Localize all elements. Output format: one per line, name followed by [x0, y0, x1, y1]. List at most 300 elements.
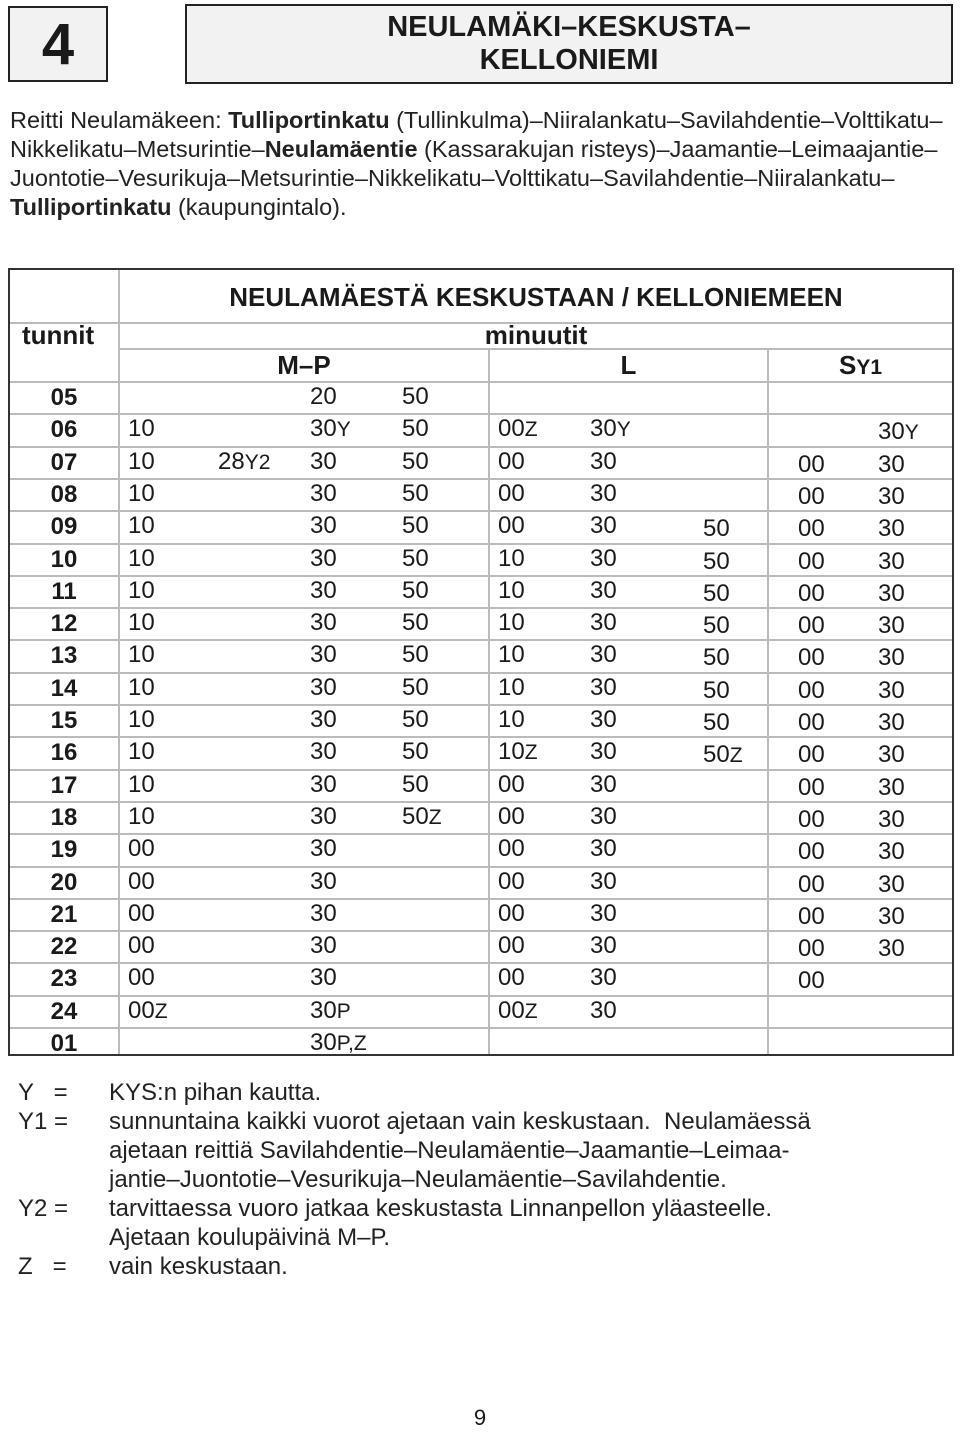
departure-minute: 30	[878, 741, 905, 769]
departure-minute: 00	[798, 773, 825, 801]
departure-note: P	[336, 999, 351, 1023]
departure-minute: 10	[498, 738, 525, 766]
departure-minute: 30	[590, 932, 617, 960]
departure-minute: 50	[402, 738, 429, 766]
departure-time	[128, 608, 155, 638]
departure-minute: 00	[128, 996, 155, 1024]
departure-minute: 50	[402, 544, 429, 572]
departure-time	[590, 770, 617, 800]
departure-time	[402, 447, 429, 477]
departure-minute: 30	[878, 676, 905, 704]
departure-time	[798, 773, 825, 803]
departure-minute: 30	[310, 479, 337, 507]
departure-time	[498, 931, 525, 961]
departure-minute: 00	[128, 932, 155, 960]
footnote-line: sunnuntaina kaikki vuorot ajetaan vain keskustaan. Neulamäessä	[109, 1108, 811, 1135]
departure-minute: 50	[703, 741, 730, 769]
departure-time	[498, 576, 525, 606]
departure-minute: 50	[402, 479, 429, 507]
departure-note: Y	[904, 421, 919, 445]
departure-time	[402, 576, 429, 606]
departure-minute: 00	[498, 835, 525, 863]
departure-minute: 30	[590, 415, 617, 443]
departure-time	[798, 482, 825, 512]
footnote-text	[109, 1252, 958, 1281]
departure-time	[498, 414, 538, 445]
departure-time	[310, 931, 337, 961]
departure-time	[310, 544, 337, 574]
departure-minute: 30	[878, 838, 905, 866]
departure-time	[798, 676, 825, 706]
departure-minute: 30	[878, 450, 905, 478]
departure-minute: 30	[590, 867, 617, 895]
departure-minute: 30	[878, 870, 905, 898]
departure-minute: 00	[798, 579, 825, 607]
departure-time	[498, 867, 525, 897]
departure-time	[878, 837, 905, 867]
departure-minute: 20	[310, 383, 337, 410]
footnote-line: vain keskustaan.	[109, 1253, 288, 1280]
departure-time	[310, 899, 337, 929]
footnote-text	[109, 1107, 958, 1194]
departure-minute: 30	[310, 415, 337, 443]
departure-minute: 50	[703, 709, 730, 736]
departure-minute: 30	[878, 515, 905, 543]
departure-minute: 10	[128, 576, 155, 604]
page-number: 9	[473, 1405, 487, 1430]
departure-time	[402, 382, 429, 412]
departure-time	[498, 963, 525, 993]
hour-cell: 24	[50, 997, 78, 1025]
departure-minute: 10	[128, 544, 155, 572]
departure-time	[402, 608, 429, 638]
departure-time	[878, 611, 905, 641]
departure-time	[590, 834, 617, 864]
departure-minute: 00	[128, 899, 155, 927]
departure-time	[590, 673, 617, 703]
footnote-line: jantie–Juontotie–Vesurikuja–Neulamäentie–Savilahdentie.	[109, 1166, 727, 1193]
departure-note: Z	[524, 741, 538, 765]
departure-time	[590, 414, 631, 445]
departure-minute: 50	[703, 644, 730, 672]
hour-cell: 12	[50, 610, 78, 638]
footnote-line: ajetaan reittiä Savilahdentie–Neulamäentie–Jaamantie–Leimaa-	[109, 1137, 790, 1164]
departure-time	[878, 805, 905, 835]
departure-time	[798, 902, 825, 932]
departure-time	[128, 414, 155, 444]
departure-minute: 00	[798, 644, 825, 672]
departure-minute: 50	[402, 802, 429, 830]
departure-time	[310, 479, 337, 509]
departure-minute: 30	[878, 902, 905, 930]
departure-time	[402, 705, 429, 735]
departure-minute: 30	[590, 576, 617, 604]
departure-minute: 30	[590, 673, 617, 701]
footnote	[18, 1107, 958, 1194]
departure-time	[703, 740, 743, 771]
departure-minute: 00	[128, 835, 155, 863]
departure-minute: 30	[310, 802, 337, 830]
departure-minute: 30	[310, 964, 337, 992]
departure-minute: 10	[498, 641, 525, 669]
departure-minute: 30	[590, 609, 617, 637]
departure-minute: 00	[798, 967, 825, 995]
route-text: Reitti Neulamäkeen:	[10, 107, 229, 133]
departure-time	[310, 447, 337, 477]
departure-minute: 00	[498, 867, 525, 895]
departure-time	[128, 640, 155, 670]
departure-time	[310, 608, 337, 638]
departure-minute: 00	[798, 547, 825, 575]
hour-cell: 17	[50, 771, 78, 799]
departure-minute: 30	[310, 544, 337, 572]
departure-note: Z	[524, 999, 538, 1023]
departure-time	[590, 608, 617, 638]
departure-minute: 30	[878, 612, 905, 640]
departure-time	[878, 450, 905, 480]
departure-time	[798, 547, 825, 577]
departure-note: Y	[616, 418, 631, 442]
departure-time	[590, 705, 617, 735]
departure-minute: 00	[798, 741, 825, 769]
departure-time	[498, 673, 525, 703]
departure-time	[498, 996, 538, 1027]
departure-note: Y2	[244, 450, 271, 474]
footnote	[18, 1078, 958, 1107]
hour-cell: 23	[50, 965, 78, 993]
departure-time	[128, 576, 155, 606]
departure-time	[402, 673, 429, 703]
departure-time	[878, 902, 905, 932]
departure-minute: 00	[498, 447, 525, 475]
street-name-bold: Tulliportinkatu	[228, 107, 390, 133]
hour-cell: 18	[50, 803, 78, 831]
departure-time	[310, 802, 337, 832]
departure-minute: 30	[878, 579, 905, 607]
departure-minute: 00	[128, 867, 155, 895]
departure-time	[128, 963, 155, 993]
departure-minute: 30	[310, 1029, 337, 1056]
hour-cell: 15	[50, 707, 78, 734]
departure-time	[310, 511, 337, 541]
day-group-label: L	[620, 350, 637, 380]
departure-time	[798, 934, 825, 964]
departure-time	[878, 934, 905, 964]
departure-minute: 10	[128, 609, 155, 637]
departure-minute: 00	[498, 512, 525, 540]
departure-minute: 00	[798, 612, 825, 640]
departure-time	[798, 805, 825, 835]
departure-time	[590, 931, 617, 961]
departure-time	[498, 608, 525, 638]
departure-minute: 50	[703, 676, 730, 704]
departure-minute: 00	[798, 902, 825, 930]
departure-time	[703, 708, 730, 738]
departure-minute: 30	[310, 576, 337, 604]
footnotes	[18, 1078, 958, 1281]
departure-time	[498, 737, 538, 768]
footnote-key: Y =	[18, 1079, 68, 1106]
hour-cell: 01	[50, 1030, 78, 1057]
departure-time	[310, 737, 337, 767]
departure-minute: 30	[310, 447, 337, 475]
departure-time	[128, 737, 155, 767]
timetable-title: NEULAMÄESTÄ KESKUSTAAN / KELLONIEMEEN	[229, 282, 843, 312]
departure-time	[128, 996, 168, 1027]
departure-minute: 50	[402, 706, 429, 733]
departure-time	[498, 479, 525, 509]
departure-time	[590, 511, 617, 541]
route-number-box	[8, 6, 108, 82]
departure-minute: 00	[798, 676, 825, 704]
departure-note: Z	[428, 805, 442, 829]
departure-note: Y	[336, 418, 351, 442]
hour-cell: 19	[50, 836, 78, 864]
hour-cell: 05	[50, 384, 78, 411]
departure-time	[498, 834, 525, 864]
departure-minute: 00	[498, 964, 525, 992]
departure-time	[128, 867, 155, 897]
departure-minute: 10	[498, 544, 525, 572]
departure-time	[878, 482, 905, 512]
hour-cell: 21	[50, 900, 78, 928]
grid-hline	[10, 1027, 952, 1029]
departure-minute: 30	[310, 738, 337, 766]
departure-minute: 30	[590, 706, 617, 733]
street-name-bold: Neulamäentie	[264, 136, 418, 162]
day-group-label: S	[838, 350, 857, 380]
departure-time	[798, 966, 825, 996]
departure-time	[128, 447, 155, 477]
grid-vline	[118, 270, 120, 1054]
departure-time	[128, 834, 155, 864]
footnote	[18, 1194, 958, 1252]
street-name-bold: Tulliportinkatu	[10, 194, 172, 220]
departure-minute: 10	[128, 802, 155, 830]
departure-minute: 50	[402, 512, 429, 540]
departure-minute: 50	[402, 609, 429, 637]
departure-time	[703, 611, 730, 641]
hour-cell: 09	[50, 513, 78, 541]
departure-minute: 30	[310, 512, 337, 540]
route-text: (Tullinkulma)–Niiralankatu–Savilahdentie–Volttikatu–Nikkelikatu–Metsurintie–	[10, 107, 943, 162]
footnote-line: KYS:n pihan kautta.	[109, 1079, 322, 1106]
departure-time	[310, 414, 351, 445]
departure-time	[590, 737, 617, 767]
departure-note: Z	[729, 744, 743, 768]
departure-time	[878, 740, 905, 770]
departure-minute: 10	[498, 609, 525, 637]
departure-minute: 30	[878, 644, 905, 672]
departure-time	[128, 479, 155, 509]
departure-time	[128, 931, 155, 961]
departure-time	[128, 511, 155, 541]
footnote-text	[109, 1194, 958, 1252]
departure-time	[128, 899, 155, 929]
departure-time	[703, 643, 730, 673]
departure-time	[798, 514, 825, 544]
hour-cell: 14	[50, 674, 78, 702]
departure-time	[498, 544, 525, 574]
departure-time	[310, 576, 337, 606]
departure-minute: 00	[798, 935, 825, 963]
hour-cell: 06	[50, 416, 78, 444]
departure-minute: 30	[310, 673, 337, 701]
hour-cell: 07	[50, 448, 78, 476]
departure-time	[310, 963, 337, 993]
hour-cell: 08	[50, 480, 78, 508]
departure-time	[703, 676, 730, 706]
departure-minute: 00	[498, 802, 525, 830]
departure-time	[310, 382, 337, 412]
departure-time	[402, 737, 429, 767]
departure-minute: 00	[798, 838, 825, 866]
departure-minute: 30	[878, 935, 905, 963]
departure-minute: 30	[878, 482, 905, 510]
departure-minute: 30	[590, 738, 617, 766]
departure-time	[402, 802, 442, 833]
departure-minute: 50	[402, 641, 429, 669]
footnote	[18, 1252, 958, 1281]
departure-time	[590, 963, 617, 993]
departure-minute: 30	[310, 835, 337, 863]
departure-time	[703, 514, 730, 544]
departure-minute: 50	[402, 383, 429, 410]
departure-time	[798, 450, 825, 480]
departure-time	[128, 770, 155, 800]
departure-time	[498, 802, 525, 832]
departure-minute: 00	[798, 450, 825, 478]
departure-time	[128, 802, 155, 832]
departure-time	[310, 770, 337, 800]
departure-time	[218, 447, 270, 478]
departure-time	[590, 867, 617, 897]
departure-minute: 30	[590, 964, 617, 992]
departure-time	[590, 899, 617, 929]
minutes-label: minuutit	[484, 320, 588, 350]
departure-minute: 28	[218, 447, 245, 475]
departure-time	[310, 673, 337, 703]
departure-time	[798, 579, 825, 609]
departure-minute: 30	[590, 641, 617, 669]
departure-time	[128, 705, 155, 735]
hour-cell: 10	[50, 545, 78, 573]
departure-minute: 30	[310, 641, 337, 669]
departure-minute: 50	[703, 612, 730, 640]
departure-time	[590, 447, 617, 477]
day-group-header	[769, 350, 952, 383]
departure-time	[498, 770, 525, 800]
departure-minute: 00	[798, 482, 825, 510]
departure-minute: 00	[498, 770, 525, 798]
route-title: NEULAMÄKI–KESKUSTA–KELLONIEMI	[387, 11, 751, 76]
departure-time	[402, 511, 429, 541]
departure-minute: 10	[128, 738, 155, 766]
departure-time	[878, 676, 905, 706]
departure-time	[798, 740, 825, 770]
footnote-text	[109, 1078, 958, 1107]
departure-minute: 50	[402, 673, 429, 701]
departure-minute: 10	[498, 706, 525, 733]
departure-minute: 10	[128, 770, 155, 798]
departure-time	[878, 870, 905, 900]
departure-time	[878, 643, 905, 673]
departure-minute: 10	[128, 673, 155, 701]
hour-cell: 11	[51, 577, 77, 605]
route-description	[10, 106, 950, 222]
departure-time	[798, 837, 825, 867]
departure-minute: 30	[310, 706, 337, 733]
departure-time	[590, 576, 617, 606]
departure-time	[402, 544, 429, 574]
route-title-box	[185, 4, 953, 84]
departure-minute: 10	[498, 576, 525, 604]
departure-time	[878, 708, 905, 738]
departure-time	[703, 547, 730, 577]
departure-minute: 10	[128, 447, 155, 475]
footnote-key: Y2 =	[18, 1195, 69, 1222]
departure-minute: 00	[128, 964, 155, 992]
departure-time	[878, 579, 905, 609]
departure-time	[498, 447, 525, 477]
departure-minute: 30	[878, 773, 905, 801]
departure-minute: 50	[703, 515, 730, 543]
departure-minute: 30	[590, 996, 617, 1024]
departure-minute: 30	[590, 835, 617, 863]
day-group-label: M–P	[277, 350, 331, 380]
departure-time	[703, 579, 730, 609]
departure-minute: 30	[310, 996, 337, 1024]
departure-minute: 00	[798, 709, 825, 736]
departure-time	[402, 640, 429, 670]
departure-time	[402, 770, 429, 800]
departure-time	[498, 899, 525, 929]
departure-minute: 30	[878, 805, 905, 833]
footnote-key: Y1 =	[18, 1108, 69, 1135]
hour-cell: 22	[50, 933, 78, 961]
departure-minute: 30	[310, 932, 337, 960]
departure-minute: 30	[590, 899, 617, 927]
route-text: (Kassarakujan risteys)–Jaamantie–Leimaajantie–Juontotie–Vesurikuja–Metsurintie–Nikkelikatu–Volttikatu–Savilahdentie–Niiralankatu–	[10, 136, 938, 191]
route-number: 4	[41, 11, 75, 77]
departure-time	[798, 870, 825, 900]
departure-minute: 30	[310, 867, 337, 895]
departure-time	[590, 996, 617, 1026]
departure-time	[402, 414, 429, 444]
departure-time	[878, 417, 919, 448]
departure-minute: 00	[798, 515, 825, 543]
departure-minute: 30	[590, 770, 617, 798]
departure-time	[310, 867, 337, 897]
departure-minute: 30	[310, 899, 337, 927]
departure-minute: 10	[128, 479, 155, 507]
departure-time	[590, 802, 617, 832]
day-group-header	[490, 350, 767, 380]
departure-note: Z	[524, 418, 538, 442]
departure-time	[498, 511, 525, 541]
grid-vline	[767, 348, 769, 1054]
departure-time	[590, 640, 617, 670]
hour-cell: 16	[50, 739, 78, 767]
departure-minute: 30	[310, 770, 337, 798]
departure-time	[798, 611, 825, 641]
hours-label: tunnit	[22, 320, 95, 350]
departure-note: Z	[154, 999, 168, 1023]
departure-minute: 30	[590, 544, 617, 572]
departure-minute: 30	[878, 709, 905, 736]
departure-time	[498, 640, 525, 670]
departure-time	[402, 479, 429, 509]
